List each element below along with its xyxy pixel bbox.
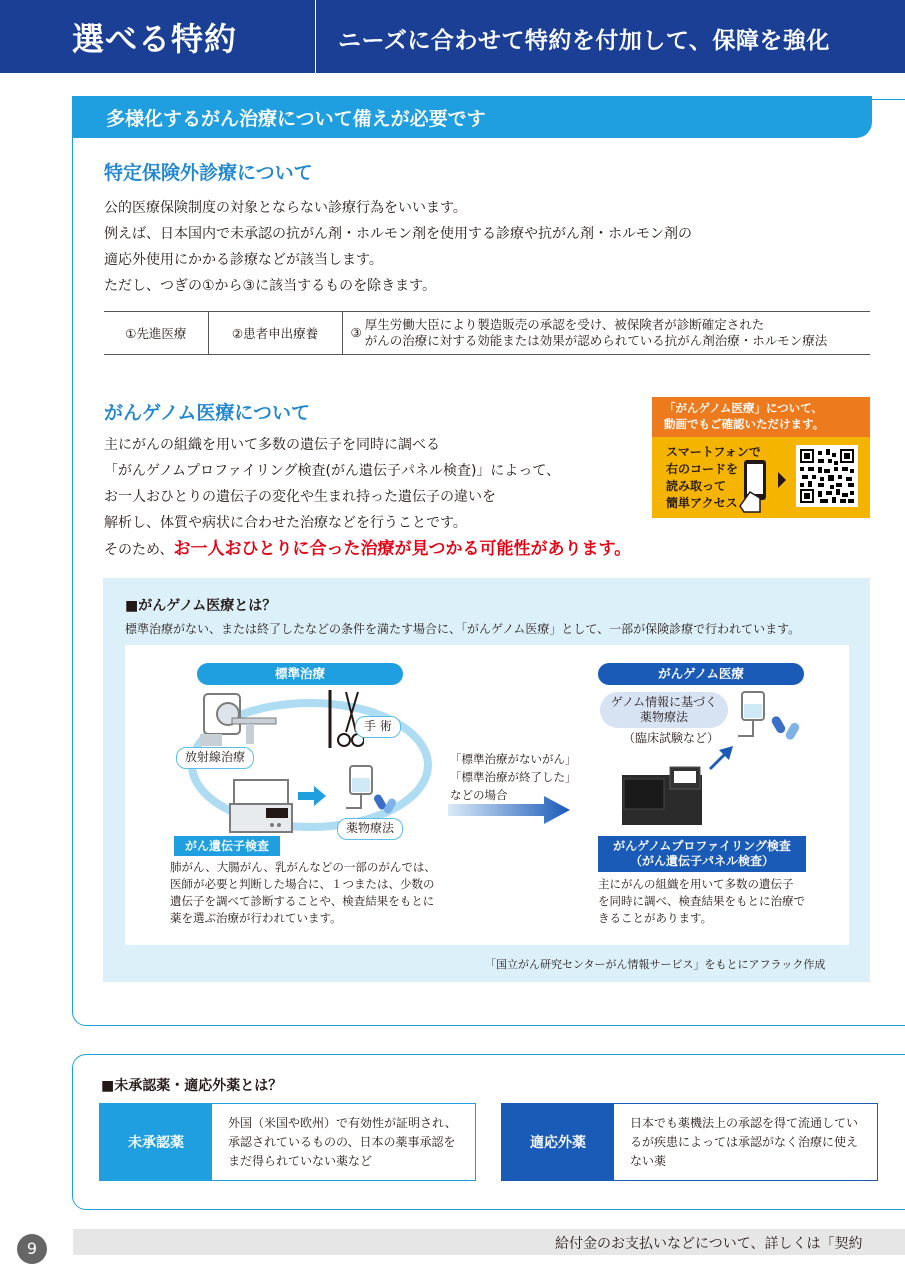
exclusion-num: ③: [350, 325, 362, 340]
header-title: 選べる特約: [72, 20, 238, 58]
offlabel-label: 適応外薬: [502, 1104, 614, 1180]
smartphone-icon: [738, 458, 788, 514]
qr-header-text: [664, 400, 824, 432]
genome-line: 解析し、体質や病状に合わせた治療などを行うことです。: [104, 515, 467, 531]
genome-test-line: がんゲノムプロファイリング検査: [613, 839, 791, 853]
standard-line: 薬を選ぶ治療が行われています。: [170, 911, 342, 925]
exclusion-line: 厚生労働大臣により製造販売の承認を受け、被保険者が診断確定された: [364, 317, 765, 332]
sequencer-machine-icon: [620, 765, 704, 827]
footer-text: 給付金のお支払いなどについて、詳しくは「契約: [555, 1236, 863, 1252]
genome-line: お一人おひとりの遺伝子の変化や生まれ持った遺伝子の違いを: [104, 489, 496, 505]
genome-test-line: （がん遺伝子パネル検査）: [629, 854, 774, 868]
genome-body: [104, 432, 631, 563]
radiation-label: 放射線治療: [176, 747, 254, 769]
qr-line: 簡単アクセス: [666, 496, 738, 510]
outside-line: 適応外使用にかかる診療などが該当します。: [104, 252, 383, 268]
qr-line: スマートフォンで: [666, 445, 761, 459]
unapproved-desc: 外国（米国や欧州）で有効性が証明され、承認されているものの、日本の薬事承認をまだ得られていない薬など: [228, 1115, 457, 1168]
outside-line: 例えば、日本国内で未承認の抗がん剤・ホルモン剤を使用する診療や抗がん剤・ホルモン剤の: [104, 226, 692, 242]
info-desc: 標準治療がない、または終了したなどの条件を満たす場合に、「がんゲノム医療」として、一部が保険診療で行われています。: [125, 622, 801, 636]
header-divider: [315, 0, 316, 73]
standard-line: 肺がん、大腸がん、乳がんなどの一部のがんでは、: [170, 860, 436, 874]
genome-text-line: を同時に調べ、検査結果をもとに治療で: [598, 894, 805, 908]
standard-line: 医師が必要と判断した場合に、１つまたは、少数の: [170, 877, 435, 891]
genome-last-prefix: そのため、: [104, 542, 174, 558]
genome-drug-line: ゲノム情報に基づく: [610, 695, 718, 709]
condition-line: 「標準治療が終了した」: [450, 770, 577, 784]
up-arrow-icon: [707, 744, 735, 772]
outside-body: [104, 195, 692, 299]
exclusion-drug: [342, 312, 870, 355]
outside-line: 公的医療保険制度の対象とならない診療行為をいいます。: [104, 200, 467, 216]
genome-line: 主にがんの組織を用いて多数の遺伝子を同時に調べる: [104, 437, 440, 453]
info-title: ■がんゲノム医療とは？: [125, 598, 277, 614]
qr-header-line: 動画でもご確認いただけます。: [664, 417, 825, 431]
unapproved-label: 未承認薬: [100, 1104, 212, 1180]
genome-text-line: 主にがんの組織を用いて多数の遺伝子: [598, 877, 794, 891]
genome-text: [598, 876, 805, 927]
header-subtitle: ニーズに合わせて特約を付加して、保障を強化: [338, 28, 830, 54]
offlabel-desc: 日本でも薬機法上の承認を得て流通しているが疾患によっては承認がなく治療に使えない薬: [630, 1115, 859, 1168]
radiation-machine-icon: [198, 690, 280, 748]
qr-pattern: [800, 449, 854, 503]
genome-text-line: きることがあります。: [598, 911, 713, 925]
genome-pill: がんゲノム医療: [598, 663, 804, 685]
gene-test-label: がん遺伝子検査: [174, 836, 280, 856]
qr-header-line: 「がんゲノム医療」について、: [664, 401, 823, 415]
clinical-trial-label: （臨床試験など）: [623, 731, 720, 745]
condition-line: 「標準治療がないがん」: [450, 752, 577, 766]
exclusion-patient: ②患者申出療養: [208, 312, 342, 355]
exclusion-line: がんの治療に対する効能または効果が認められている抗がん剤治療・ホルモン療法: [364, 333, 828, 348]
surgery-label: 手 術: [355, 716, 401, 738]
offlabel-drug-card: [501, 1103, 878, 1181]
right-arrow-icon: [298, 786, 328, 806]
genome-heading: がんゲノム医療について: [104, 402, 310, 424]
drugs-title: ■未承認薬・適応外薬とは？: [101, 1078, 283, 1094]
genome-test-label: [598, 836, 806, 872]
standard-text: [170, 859, 436, 927]
drug-label: 薬物療法: [337, 818, 403, 840]
iv-drip-icon: [342, 764, 400, 816]
standard-line: 遺伝子を調べて診断することや、検査結果をもとに: [170, 894, 435, 908]
genome-drug-line: 薬物療法: [639, 710, 688, 724]
exclusion-table: [104, 311, 870, 355]
qr-code-icon[interactable]: [796, 445, 858, 507]
outside-heading: 特定保険外診療について: [104, 162, 313, 184]
condition-line: などの場合: [450, 788, 508, 802]
qr-line: 読み取って: [666, 479, 727, 493]
page-number: 9: [17, 1234, 47, 1264]
section-title: 多様化するがん治療について備えが必要です: [106, 108, 486, 130]
unapproved-drug-card: [99, 1103, 476, 1181]
genome-line: 「がんゲノムプロファイリング検査(がん遺伝子パネル検査)」によって、: [104, 463, 561, 479]
source-note: 「国立がん研究センターがん情報サービス」をもとにアフラック作成: [485, 958, 826, 971]
outside-line: ただし、つぎの①から③に該当するものを除きます。: [104, 278, 436, 294]
genome-drug-label: [600, 692, 728, 728]
test-machine-icon: [228, 778, 294, 836]
standard-pill: 標準治療: [197, 663, 403, 685]
genome-emphasis: お一人おひとりに合った治療が見つかる可能性があります。: [173, 539, 632, 559]
qr-line: 右のコードを: [666, 462, 739, 476]
transition-arrow-icon: [448, 796, 572, 824]
genome-iv-drip-icon: [734, 690, 806, 746]
exclusion-advanced: ①先進医療: [104, 312, 208, 355]
